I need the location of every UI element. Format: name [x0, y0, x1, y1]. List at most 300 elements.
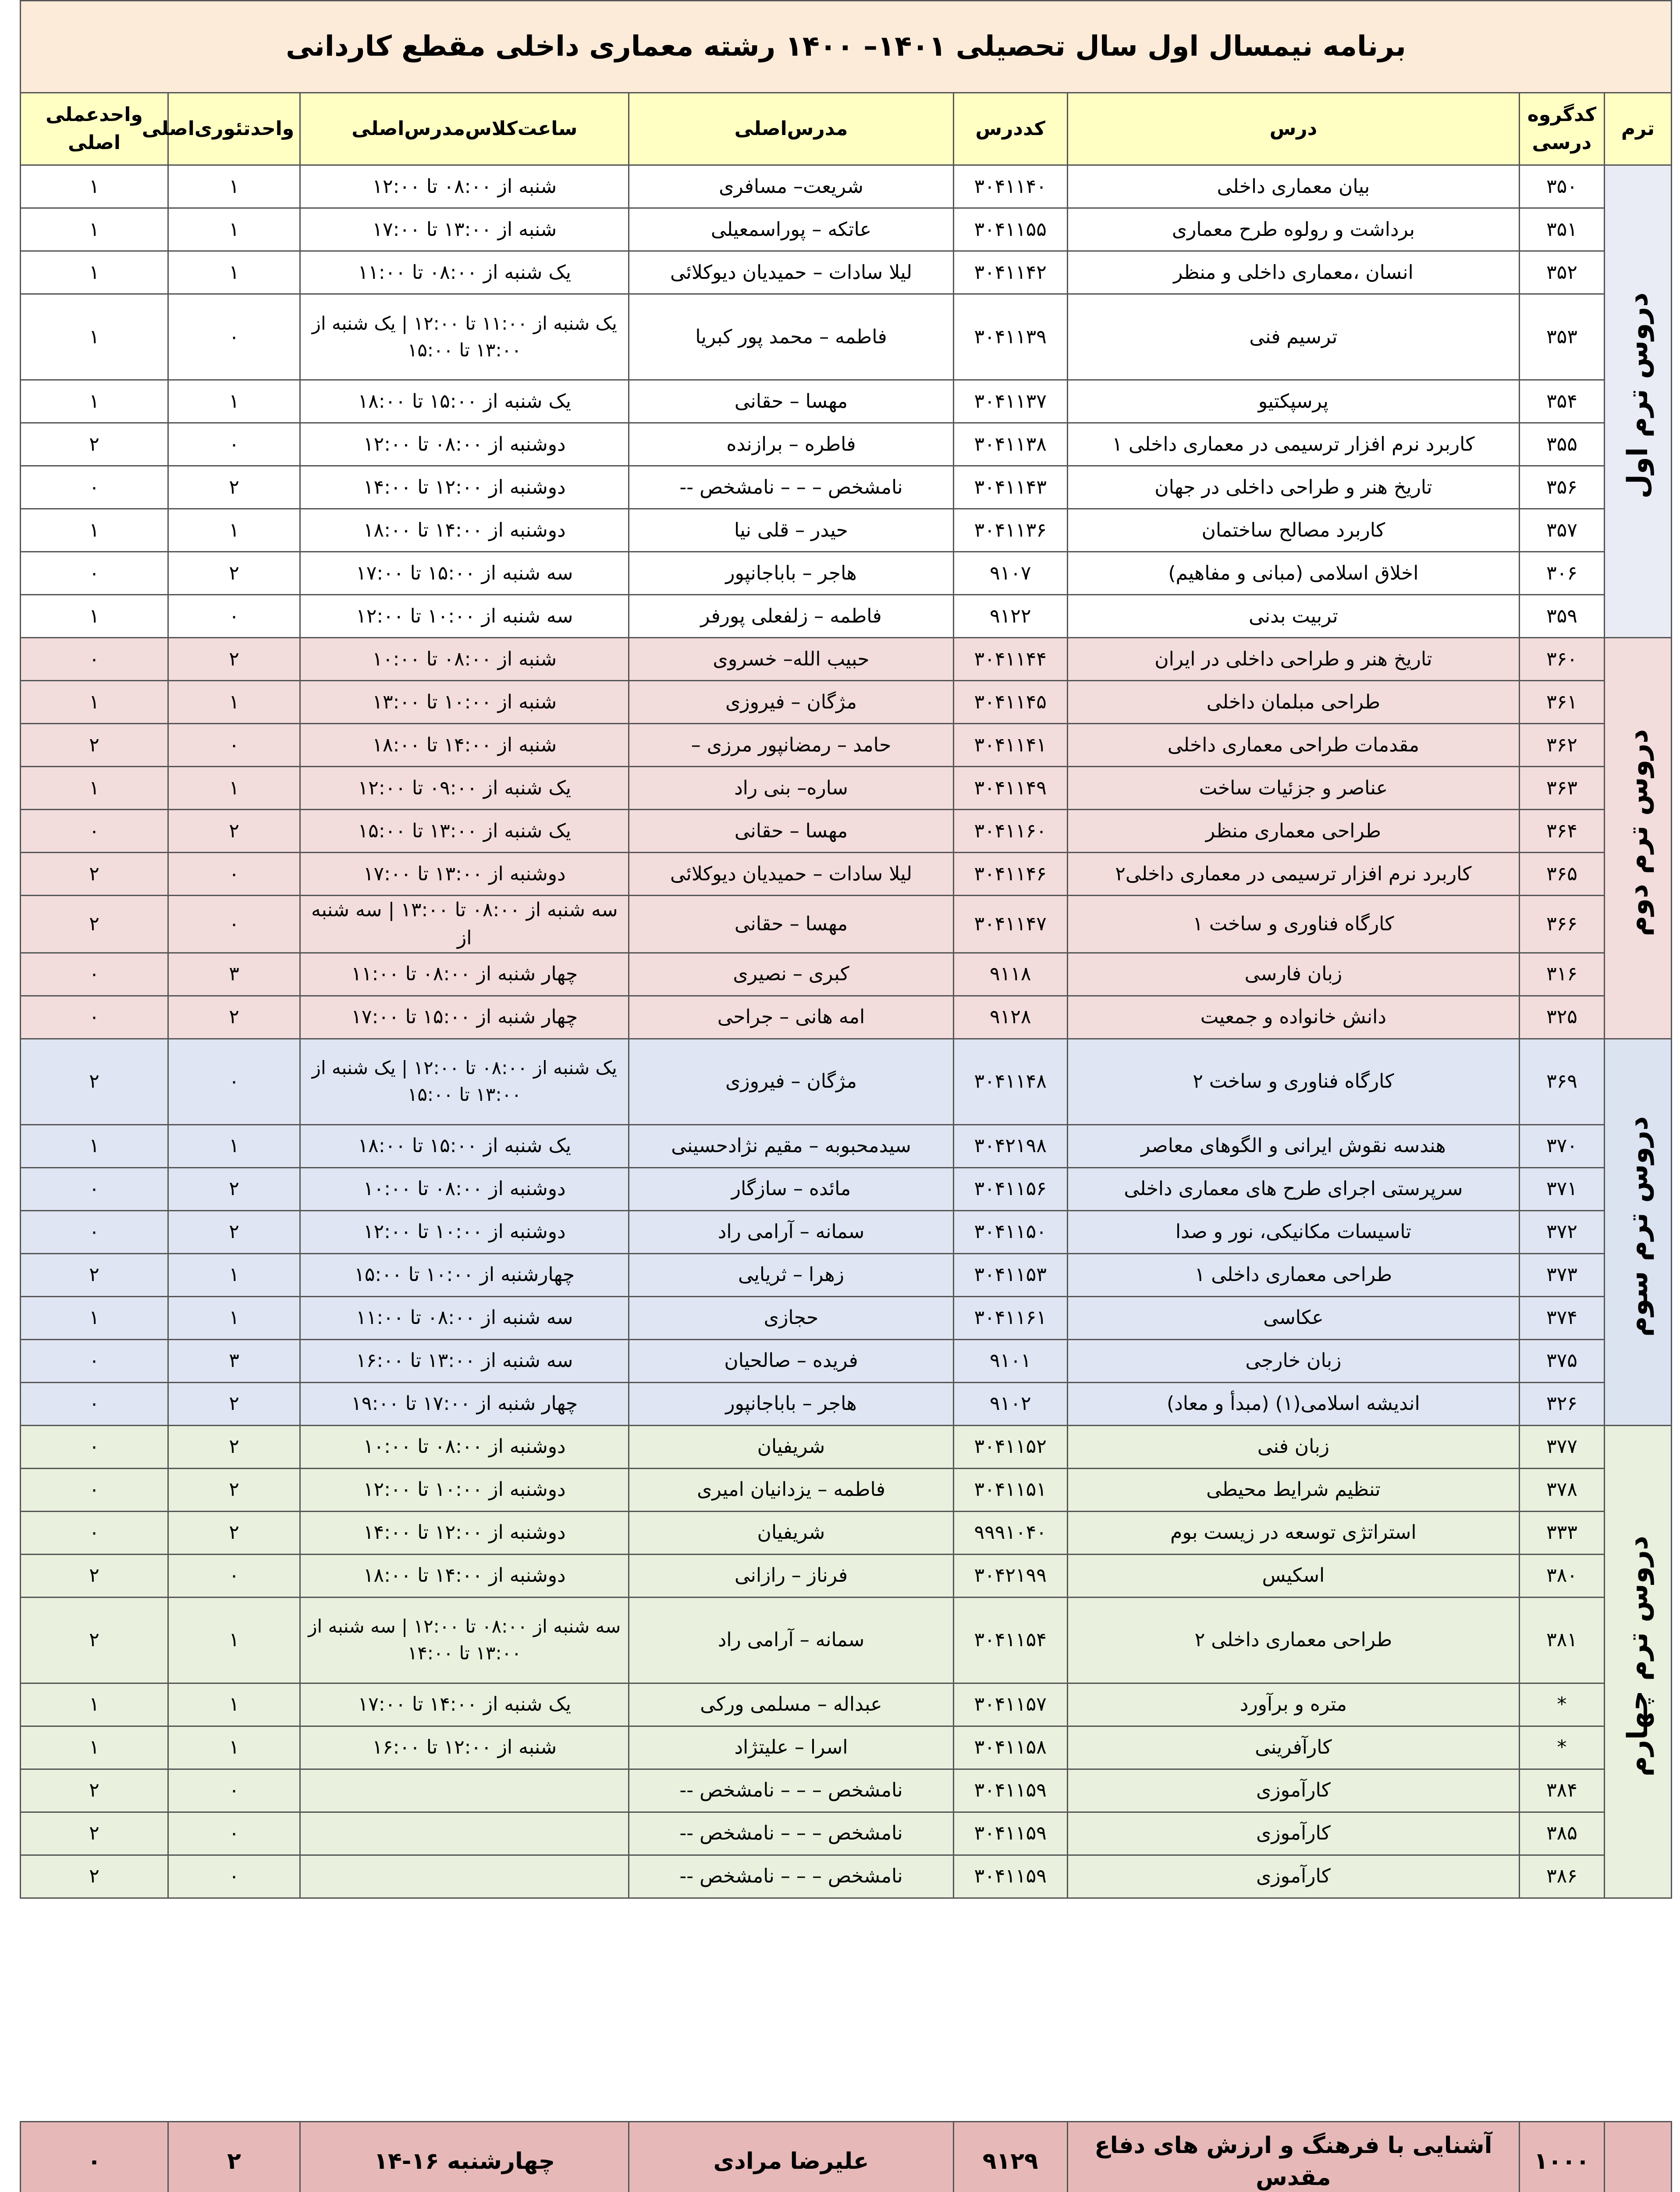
instructor-cell: اسرا – علیتژاد — [629, 1726, 953, 1769]
practical-cell: ۲ — [21, 853, 168, 896]
time-cell: دوشنبه از ۰۸:۰۰ تا ۱۰:۰۰ — [300, 1425, 629, 1468]
col-header-practical: واحدعملی اصلی — [21, 93, 168, 165]
time-cell: سه شنبه از ۱۳:۰۰ تا ۱۶:۰۰ — [300, 1339, 629, 1382]
course-cell: اندیشه اسلامی(۱) (مبدأ و معاد) — [1067, 1382, 1519, 1425]
practical-cell: ۱ — [21, 208, 168, 251]
instructor-cell: سمانه – آرامی راد — [629, 1597, 953, 1683]
course-cell: طراحی مبلمان داخلی — [1067, 681, 1519, 724]
theory-cell: ۲ — [168, 1382, 300, 1425]
group-code-cell: ۳۵۶ — [1519, 466, 1604, 509]
practical-cell: ۰ — [21, 1210, 168, 1253]
table-row — [21, 208, 1672, 251]
practical-cell: ۱ — [21, 595, 168, 638]
practical-cell: ۲ — [21, 1253, 168, 1296]
course-code-cell: ۳۰۴۱۱۵۹ — [953, 1769, 1067, 1812]
course-code-cell: ۳۰۴۱۱۶۱ — [953, 1296, 1067, 1339]
course-code-cell: ۳۰۴۱۱۴۳ — [953, 466, 1067, 509]
time-cell: دوشنبه از ۱۴:۰۰ تا ۱۸:۰۰ — [300, 509, 629, 552]
group-code-cell: ۳۲۵ — [1519, 996, 1604, 1039]
table-row — [21, 1039, 1672, 1124]
table-row — [21, 380, 1672, 423]
practical-cell: ۰ — [21, 1511, 168, 1554]
time-cell: یک شنبه از ۱۴:۰۰ تا ۱۷:۰۰ — [300, 1683, 629, 1726]
practical-cell: ۲ — [21, 724, 168, 767]
instructor-cell: نامشخص – – – نامشخص -- — [629, 466, 953, 509]
group-code-cell: ۳۵۱ — [1519, 208, 1604, 251]
course-cell: متره و برآورد — [1067, 1683, 1519, 1726]
term-label-cell — [1604, 1425, 1671, 1898]
theory-cell: ۱ — [168, 251, 300, 294]
course-cell: تاسیسات مکانیکی، نور و صدا — [1067, 1210, 1519, 1253]
course-cell: طراحی معماری داخلی ۱ — [1067, 1253, 1519, 1296]
time-cell: دوشنبه از ۰۸:۰۰ تا ۱۰:۰۰ — [300, 1167, 629, 1210]
time-cell: دوشنبه از ۱۳:۰۰ تا ۱۷:۰۰ — [300, 853, 629, 896]
course-cell: مقدمات طراحی معماری داخلی — [1067, 724, 1519, 767]
practical-cell: ۰ — [21, 1339, 168, 1382]
practical-cell: ۲ — [21, 1769, 168, 1812]
group-code-cell: ۳۱۶ — [1519, 953, 1604, 996]
group-code-cell: ۳۷۷ — [1519, 1425, 1604, 1468]
theory-cell: ۳ — [168, 953, 300, 996]
time-cell: چهارشنبه از ۱۰:۰۰ تا ۱۵:۰۰ — [300, 1253, 629, 1296]
time-cell: شنبه از ۰۸:۰۰ تا ۱۲:۰۰ — [300, 165, 629, 208]
col-header-time: ساعت‌کلاس‌مدرس‌اصلی — [300, 93, 629, 165]
col-header-term: ترم — [1604, 93, 1671, 165]
group-code-cell: ۳۶۱ — [1519, 681, 1604, 724]
time-cell: شنبه از ۱۳:۰۰ تا ۱۷:۰۰ — [300, 208, 629, 251]
course-code-cell: ۳۰۴۱۱۶۰ — [953, 810, 1067, 853]
table-row — [21, 165, 1672, 208]
time-cell: شنبه از ۱۰:۰۰ تا ۱۳:۰۰ — [300, 681, 629, 724]
course-cell: برداشت و رولوه طرح معماری — [1067, 208, 1519, 251]
theory-cell: ۰ — [168, 853, 300, 896]
theory-cell: ۱ — [168, 1683, 300, 1726]
extra-term-cell — [1604, 2122, 1671, 2192]
instructor-cell: شریفیان — [629, 1511, 953, 1554]
group-code-cell: ۳۷۵ — [1519, 1339, 1604, 1382]
instructor-cell: زهرا – ثریایی — [629, 1253, 953, 1296]
instructor-cell: فاطمه – محمد پور کبریا — [629, 294, 953, 380]
practical-cell: ۰ — [21, 1382, 168, 1425]
time-cell: سه شنبه از ۱۰:۰۰ تا ۱۲:۰۰ — [300, 595, 629, 638]
course-cell: استراتژی توسعه در زیست بوم — [1067, 1511, 1519, 1554]
practical-cell: ۲ — [21, 1855, 168, 1898]
course-code-cell: ۹۹۹۱۰۴۰ — [953, 1511, 1067, 1554]
term-label-cell — [1604, 638, 1671, 1039]
instructor-cell: نامشخص – – – نامشخص -- — [629, 1855, 953, 1898]
table-row — [21, 810, 1672, 853]
group-code-cell: * — [1519, 1683, 1604, 1726]
instructor-cell: حیدر – قلی نیا — [629, 509, 953, 552]
theory-cell: ۱ — [168, 1726, 300, 1769]
instructor-cell: حامد – رمضانپور مرزی – — [629, 724, 953, 767]
time-cell: یک شنبه از ۱۵:۰۰ تا ۱۸:۰۰ — [300, 1124, 629, 1167]
course-cell: کاربرد نرم افزار ترسیمی در معماری داخلی ۱ — [1067, 423, 1519, 466]
course-cell: طراحی معماری داخلی ۲ — [1067, 1597, 1519, 1683]
table-row — [21, 1511, 1672, 1554]
course-code-cell: ۳۰۴۱۱۴۹ — [953, 767, 1067, 810]
course-cell: کاربرد نرم افزار ترسیمی در معماری داخلی۲ — [1067, 853, 1519, 896]
group-code-cell: ۳۸۶ — [1519, 1855, 1604, 1898]
practical-cell: ۰ — [21, 810, 168, 853]
practical-cell: ۱ — [21, 1683, 168, 1726]
course-code-cell: ۳۰۴۲۱۹۸ — [953, 1124, 1067, 1167]
time-cell — [300, 1812, 629, 1855]
group-code-cell: ۳۰۶ — [1519, 552, 1604, 595]
header-row — [21, 93, 1672, 165]
theory-cell: ۱ — [168, 208, 300, 251]
group-code-cell: ۳۷۱ — [1519, 1167, 1604, 1210]
course-code-cell: ۹۱۲۸ — [953, 996, 1067, 1039]
theory-cell: ۰ — [168, 1812, 300, 1855]
practical-cell: ۱ — [21, 294, 168, 380]
extra-instructor: علیرضا مرادی — [629, 2122, 953, 2192]
group-code-cell: ۳۶۳ — [1519, 767, 1604, 810]
course-code-cell: ۹۱۰۷ — [953, 552, 1067, 595]
table-row — [21, 896, 1672, 953]
practical-cell: ۱ — [21, 251, 168, 294]
course-cell: بیان معماری داخلی — [1067, 165, 1519, 208]
instructor-cell: شریفیان — [629, 1425, 953, 1468]
theory-cell: ۲ — [168, 1468, 300, 1511]
instructor-cell: هاجر – باباجانپور — [629, 552, 953, 595]
practical-cell: ۲ — [21, 1812, 168, 1855]
theory-cell: ۰ — [168, 896, 300, 953]
course-code-cell: ۳۰۴۱۱۵۲ — [953, 1425, 1067, 1468]
course-code-cell: ۳۰۴۱۱۳۷ — [953, 380, 1067, 423]
table-row — [21, 1812, 1672, 1855]
instructor-cell: نامشخص – – – نامشخص -- — [629, 1812, 953, 1855]
table-row — [21, 853, 1672, 896]
time-cell: دوشنبه از ۱۰:۰۰ تا ۱۲:۰۰ — [300, 1210, 629, 1253]
table-row — [21, 595, 1672, 638]
instructor-cell: مژگان – فیروزی — [629, 681, 953, 724]
instructor-cell: حبیب الله– خسروی — [629, 638, 953, 681]
course-code-cell: ۳۰۴۱۱۴۸ — [953, 1039, 1067, 1124]
practical-cell: ۱ — [21, 1726, 168, 1769]
practical-cell: ۱ — [21, 380, 168, 423]
term-label: دروس ترم دوم — [1621, 729, 1654, 936]
instructor-cell: مائده – سازگار — [629, 1167, 953, 1210]
practical-cell: ۱ — [21, 767, 168, 810]
theory-cell: ۱ — [168, 767, 300, 810]
time-cell: چهار شنبه از ۱۷:۰۰ تا ۱۹:۰۰ — [300, 1382, 629, 1425]
term-label: دروس ترم چهارم — [1621, 1535, 1654, 1776]
practical-cell: ۲ — [21, 896, 168, 953]
time-cell: شنبه از ۱۲:۰۰ تا ۱۶:۰۰ — [300, 1726, 629, 1769]
table-row — [21, 1468, 1672, 1511]
course-cell: تربیت بدنی — [1067, 595, 1519, 638]
practical-cell: ۲ — [21, 1597, 168, 1683]
term-label: دروس ترم اول — [1621, 292, 1654, 499]
course-cell: سرپرستی اجرای طرح های معماری داخلی — [1067, 1167, 1519, 1210]
page-title: برنامه نیمسال اول سال تحصیلی ۱۴۰۱– ۱۴۰۰ رشته معماری داخلی مقطع کاردانی — [21, 1, 1672, 93]
col-header-group-code: کدگروه درسی — [1519, 93, 1604, 165]
instructor-cell: مهسا – حقانی — [629, 896, 953, 953]
instructor-cell: فرناز – رازانی — [629, 1554, 953, 1597]
term-label: دروس ترم سوم — [1621, 1116, 1654, 1337]
time-cell: شنبه از ۱۴:۰۰ تا ۱۸:۰۰ — [300, 724, 629, 767]
group-code-cell: ۳۲۶ — [1519, 1382, 1604, 1425]
instructor-cell: لیلا سادات – حمیدیان دیوکلائی — [629, 251, 953, 294]
practical-cell: ۱ — [21, 681, 168, 724]
group-code-cell: ۳۷۲ — [1519, 1210, 1604, 1253]
extra-group: ۱۰۰۰ — [1519, 2122, 1604, 2192]
course-cell: انسان ،معماری داخلی و منظر — [1067, 251, 1519, 294]
theory-cell: ۱ — [168, 509, 300, 552]
course-cell: زبان فنی — [1067, 1425, 1519, 1468]
course-cell: طراحی معماری منظر — [1067, 810, 1519, 853]
practical-cell: ۰ — [21, 1468, 168, 1511]
course-code-cell: ۳۰۴۲۱۹۹ — [953, 1554, 1067, 1597]
group-code-cell: ۳۸۰ — [1519, 1554, 1604, 1597]
instructor-cell: عبداله – مسلمی ورکی — [629, 1683, 953, 1726]
course-cell: زبان خارجی — [1067, 1339, 1519, 1382]
course-code-cell: ۹۱۰۱ — [953, 1339, 1067, 1382]
practical-cell: ۲ — [21, 1554, 168, 1597]
theory-cell: ۰ — [168, 724, 300, 767]
course-cell: کارگاه فناوری و ساخت ۲ — [1067, 1039, 1519, 1124]
course-cell: عناصر و جزئیات ساخت — [1067, 767, 1519, 810]
table-row — [21, 466, 1672, 509]
time-cell: سه شنبه از ۰۸:۰۰ تا ۱۱:۰۰ — [300, 1296, 629, 1339]
table-row — [21, 953, 1672, 996]
course-code-cell: ۳۰۴۱۱۵۴ — [953, 1597, 1067, 1683]
time-cell: دوشنبه از ۱۰:۰۰ تا ۱۲:۰۰ — [300, 1468, 629, 1511]
table-row — [21, 681, 1672, 724]
extra-course-row — [21, 2122, 1672, 2192]
practical-cell: ۱ — [21, 1296, 168, 1339]
group-code-cell: ۳۶۰ — [1519, 638, 1604, 681]
extra-code: ۹۱۲۹ — [953, 2122, 1067, 2192]
course-cell: کارآموزی — [1067, 1769, 1519, 1812]
course-code-cell: ۳۰۴۱۱۵۸ — [953, 1726, 1067, 1769]
course-cell: زبان فارسی — [1067, 953, 1519, 996]
time-cell: چهار شنبه از ۰۸:۰۰ تا ۱۱:۰۰ — [300, 953, 629, 996]
theory-cell: ۲ — [168, 466, 300, 509]
instructor-cell: نامشخص – – – نامشخص -- — [629, 1769, 953, 1812]
course-cell: اخلاق اسلامی (مبانی و مفاهیم) — [1067, 552, 1519, 595]
course-cell: پرسپکتیو — [1067, 380, 1519, 423]
group-code-cell: ۳۷۰ — [1519, 1124, 1604, 1167]
extra-time: چهارشنبه ۱۶-۱۴ — [300, 2122, 629, 2192]
time-cell: سه شنبه از ۱۵:۰۰ تا ۱۷:۰۰ — [300, 552, 629, 595]
group-code-cell: ۳۵۴ — [1519, 380, 1604, 423]
term-label-cell — [1604, 165, 1671, 638]
time-cell: چهار شنبه از ۱۵:۰۰ تا ۱۷:۰۰ — [300, 996, 629, 1039]
time-cell: یک شنبه از ۰۹:۰۰ تا ۱۲:۰۰ — [300, 767, 629, 810]
course-cell: هندسه نقوش ایرانی و الگوهای معاصر — [1067, 1124, 1519, 1167]
theory-cell: ۰ — [168, 423, 300, 466]
course-cell: کارآموزی — [1067, 1812, 1519, 1855]
group-code-cell: ۳۸۴ — [1519, 1769, 1604, 1812]
table-row — [21, 1210, 1672, 1253]
time-cell: دوشنبه از ۰۸:۰۰ تا ۱۲:۰۰ — [300, 423, 629, 466]
time-cell: دوشنبه از ۱۲:۰۰ تا ۱۴:۰۰ — [300, 466, 629, 509]
table-row — [21, 1339, 1672, 1382]
col-header-course: درس — [1067, 93, 1519, 165]
theory-cell: ۱ — [168, 1597, 300, 1683]
time-cell: دوشنبه از ۱۲:۰۰ تا ۱۴:۰۰ — [300, 1511, 629, 1554]
course-cell: دانش خانواده و جمعیت — [1067, 996, 1519, 1039]
time-cell: یک شنبه از ۱۳:۰۰ تا ۱۵:۰۰ — [300, 810, 629, 853]
theory-cell: ۲ — [168, 996, 300, 1039]
table-row — [21, 996, 1672, 1039]
table-row — [21, 767, 1672, 810]
instructor-cell: شریعت– مسافری — [629, 165, 953, 208]
extra-theory: ۲ — [168, 2122, 300, 2192]
table-row — [21, 1554, 1672, 1597]
course-code-cell: ۳۰۴۱۱۴۵ — [953, 681, 1067, 724]
col-header-theory: واحدتئوری‌اصلی — [168, 93, 300, 165]
group-code-cell: ۳۷۳ — [1519, 1253, 1604, 1296]
practical-cell: ۰ — [21, 996, 168, 1039]
extra-course-table — [20, 2121, 1672, 2192]
theory-cell: ۲ — [168, 638, 300, 681]
theory-cell: ۲ — [168, 1210, 300, 1253]
table-row — [21, 1382, 1672, 1425]
group-code-cell: ۳۸۵ — [1519, 1812, 1604, 1855]
practical-cell: ۱ — [21, 509, 168, 552]
practical-cell: ۲ — [21, 423, 168, 466]
group-code-cell: ۳۷۸ — [1519, 1468, 1604, 1511]
instructor-cell: فاطمه – زلفعلی پورفر — [629, 595, 953, 638]
table-row — [21, 1683, 1672, 1726]
course-code-cell: ۳۰۴۱۱۵۹ — [953, 1812, 1067, 1855]
course-code-cell: ۳۰۴۱۱۵۰ — [953, 1210, 1067, 1253]
group-code-cell: ۳۵۲ — [1519, 251, 1604, 294]
course-code-cell: ۳۰۴۱۱۴۶ — [953, 853, 1067, 896]
course-code-cell: ۳۰۴۱۱۴۴ — [953, 638, 1067, 681]
table-row — [21, 1425, 1672, 1468]
course-code-cell: ۳۰۴۱۱۵۷ — [953, 1683, 1067, 1726]
schedule-table — [20, 0, 1672, 1899]
group-code-cell: ۳۶۴ — [1519, 810, 1604, 853]
theory-cell: ۰ — [168, 1039, 300, 1124]
instructor-cell: مژگان – فیروزی — [629, 1039, 953, 1124]
theory-cell: ۰ — [168, 595, 300, 638]
course-code-cell: ۳۰۴۱۱۴۷ — [953, 896, 1067, 953]
instructor-cell: حجازی — [629, 1296, 953, 1339]
instructor-cell: سمانه – آرامی راد — [629, 1210, 953, 1253]
theory-cell: ۲ — [168, 810, 300, 853]
course-code-cell: ۳۰۴۱۱۴۱ — [953, 724, 1067, 767]
course-code-cell: ۹۱۰۲ — [953, 1382, 1067, 1425]
time-cell — [300, 1855, 629, 1898]
theory-cell: ۲ — [168, 1167, 300, 1210]
instructor-cell: مهسا – حقانی — [629, 810, 953, 853]
time-cell: سه شنبه از ۰۸:۰۰ تا ۱۲:۰۰ | سه شنبه از ۱۳:۰۰ تا ۱۴:۰۰ — [300, 1597, 629, 1683]
course-cell: کارآفرینی — [1067, 1726, 1519, 1769]
course-cell: تاریخ هنر و طراحی داخلی در جهان — [1067, 466, 1519, 509]
theory-cell: ۱ — [168, 1124, 300, 1167]
theory-cell: ۱ — [168, 380, 300, 423]
instructor-cell: امه هانی – جراحی — [629, 996, 953, 1039]
course-code-cell: ۳۰۴۱۱۳۶ — [953, 509, 1067, 552]
course-code-cell: ۳۰۴۱۱۵۹ — [953, 1855, 1067, 1898]
instructor-cell: لیلا سادات – حمیدیان دیوکلائی — [629, 853, 953, 896]
practical-cell: ۰ — [21, 1167, 168, 1210]
course-cell: کارآموزی — [1067, 1855, 1519, 1898]
table-row — [21, 1167, 1672, 1210]
course-code-cell: ۹۱۲۲ — [953, 595, 1067, 638]
course-cell: تاریخ هنر و طراحی داخلی در ایران — [1067, 638, 1519, 681]
course-cell: ترسیم فنی — [1067, 294, 1519, 380]
extra-practical: ۰ — [21, 2122, 168, 2192]
group-code-cell: ۳۵۹ — [1519, 595, 1604, 638]
group-code-cell: ۳۸۱ — [1519, 1597, 1604, 1683]
practical-cell: ۰ — [21, 1425, 168, 1468]
theory-cell: ۲ — [168, 1511, 300, 1554]
time-cell: یک شنبه از ۱۱:۰۰ تا ۱۲:۰۰ | یک شنبه از ۱۳:۰۰ تا ۱۵:۰۰ — [300, 294, 629, 380]
course-code-cell: ۹۱۱۸ — [953, 953, 1067, 996]
course-cell: تنظیم شرایط محیطی — [1067, 1468, 1519, 1511]
theory-cell: ۰ — [168, 1855, 300, 1898]
course-code-cell: ۳۰۴۱۱۳۹ — [953, 294, 1067, 380]
theory-cell: ۱ — [168, 1253, 300, 1296]
time-cell: شنبه از ۰۸:۰۰ تا ۱۰:۰۰ — [300, 638, 629, 681]
course-code-cell: ۳۰۴۱۱۴۰ — [953, 165, 1067, 208]
practical-cell: ۰ — [21, 638, 168, 681]
course-code-cell: ۳۰۴۱۱۵۵ — [953, 208, 1067, 251]
table-row — [21, 552, 1672, 595]
group-code-cell: ۳۶۹ — [1519, 1039, 1604, 1124]
course-cell: اسکیس — [1067, 1554, 1519, 1597]
course-code-cell: ۳۰۴۱۱۵۶ — [953, 1167, 1067, 1210]
course-code-cell: ۳۰۴۱۱۴۲ — [953, 251, 1067, 294]
time-cell: یک شنبه از ۰۸:۰۰ تا ۱۱:۰۰ — [300, 251, 629, 294]
instructor-cell: ساره– بنی راد — [629, 767, 953, 810]
time-cell: دوشنبه از ۱۴:۰۰ تا ۱۸:۰۰ — [300, 1554, 629, 1597]
theory-cell: ۱ — [168, 681, 300, 724]
extra-course: آشنایی با فرهنگ و ارزش های دفاع مقدس — [1067, 2122, 1519, 2192]
table-row — [21, 1855, 1672, 1898]
table-row — [21, 423, 1672, 466]
theory-cell: ۰ — [168, 1554, 300, 1597]
table-row — [21, 724, 1672, 767]
group-code-cell: ۳۶۵ — [1519, 853, 1604, 896]
time-cell: یک شنبه از ۱۵:۰۰ تا ۱۸:۰۰ — [300, 380, 629, 423]
course-code-cell: ۳۰۴۱۱۳۸ — [953, 423, 1067, 466]
theory-cell: ۱ — [168, 165, 300, 208]
group-code-cell: ۳۶۲ — [1519, 724, 1604, 767]
instructor-cell: فاطمه – یزدانیان امیری — [629, 1468, 953, 1511]
theory-cell: ۰ — [168, 294, 300, 380]
practical-cell: ۲ — [21, 1039, 168, 1124]
col-header-instructor: مدرس‌اصلی — [629, 93, 953, 165]
col-header-code: کددرس — [953, 93, 1067, 165]
theory-cell: ۲ — [168, 1425, 300, 1468]
theory-cell: ۳ — [168, 1339, 300, 1382]
table-row — [21, 251, 1672, 294]
practical-cell: ۱ — [21, 165, 168, 208]
practical-cell: ۰ — [21, 466, 168, 509]
course-cell: کاربرد مصالح ساختمان — [1067, 509, 1519, 552]
table-row — [21, 1597, 1672, 1683]
theory-cell: ۰ — [168, 1769, 300, 1812]
table-row — [21, 1253, 1672, 1296]
time-cell: یک شنبه از ۰۸:۰۰ تا ۱۲:۰۰ | یک شنبه از ۱۳:۰۰ تا ۱۵:۰۰ — [300, 1039, 629, 1124]
instructor-cell: فریده – صالحیان — [629, 1339, 953, 1382]
group-code-cell: ۳۵۰ — [1519, 165, 1604, 208]
group-code-cell: ۳۵۳ — [1519, 294, 1604, 380]
instructor-cell: سیدمحبوبه – مقیم نژادحسینی — [629, 1124, 953, 1167]
group-code-cell: ۳۳۳ — [1519, 1511, 1604, 1554]
course-cell: کارگاه فناوری و ساخت ۱ — [1067, 896, 1519, 953]
table-row — [21, 294, 1672, 380]
group-code-cell: ۳۶۶ — [1519, 896, 1604, 953]
table-row — [21, 1124, 1672, 1167]
